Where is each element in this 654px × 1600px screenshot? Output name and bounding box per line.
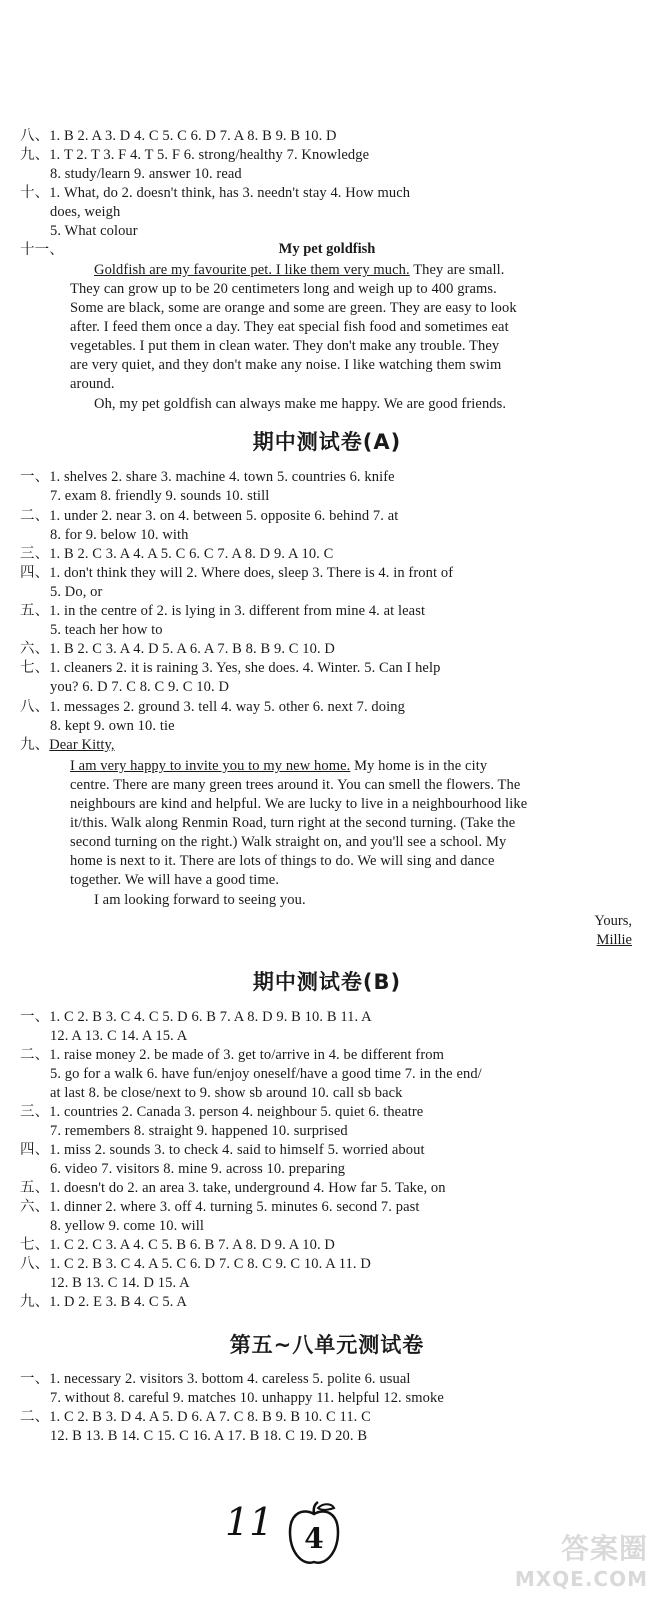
letter-line: neighbours are kind and helpful. We are lucky to live in a neighbourhood like bbox=[70, 796, 528, 812]
answer-line: 四、1. don't think they will 2. Where does, sleep 3. There is 4. in front of bbox=[20, 565, 454, 581]
answer-line: 二、1. raise money 2. be made of 3. get to/arrive in 4. be different from bbox=[20, 1047, 444, 1063]
watermark bbox=[515, 1534, 648, 1594]
essay-underlined-sentence: Goldfish are my favourite pet. I like them very much. bbox=[94, 262, 410, 278]
essay-line: Some are black, some are orange and some are green. They are easy to look bbox=[70, 300, 517, 316]
essay-line: around. bbox=[70, 376, 115, 392]
essay-title: My pet goldfish bbox=[278, 241, 376, 257]
essay-line: vegetables. I put them in clean water. They don't make any trouble. They bbox=[70, 338, 500, 354]
watermark-cn: 答案圈 bbox=[560, 1532, 648, 1565]
answer-line: 12. B 13. B 14. C 15. C 16. A 17. B 18. C 19. D 20. B bbox=[50, 1428, 368, 1444]
essay-line bbox=[94, 261, 636, 280]
answer-line: 12. B 13. C 14. D 15. A bbox=[50, 1275, 190, 1291]
answer-line: 8. yellow 9. come 10. will bbox=[50, 1218, 205, 1234]
answer-line: 12. A 13. C 14. A 15. A bbox=[50, 1028, 188, 1044]
letter-sign-off: Yours, bbox=[594, 913, 632, 929]
section-title: 期中测试卷(B) bbox=[252, 970, 402, 994]
answer-line: 一、1. C 2. B 3. C 4. C 5. D 6. B 7. A 8. D 9. B 10. B 11. A bbox=[20, 1009, 372, 1025]
answer-line: 一、1. shelves 2. share 3. machine 4. town 5. countries 6. knife bbox=[20, 469, 395, 485]
essay-line: Oh, my pet goldfish can always make me happy. We are good friends. bbox=[94, 396, 507, 412]
question-number: 九、 bbox=[20, 737, 50, 753]
answer-line: 六、1. dinner 2. where 3. off 4. turning 5. minutes 6. second 7. past bbox=[20, 1199, 420, 1215]
answer-line: does, weigh bbox=[50, 204, 121, 220]
letter-line: together. We will have a good time. bbox=[70, 872, 280, 888]
answer-line: 5. What colour bbox=[50, 223, 138, 239]
letter-underlined-sentence: I am very happy to invite you to my new home. bbox=[70, 758, 351, 774]
answer-line: 5. go for a walk 6. have fun/enjoy oneself/have a good time 7. in the end/ bbox=[50, 1066, 482, 1082]
letter-line: I am looking forward to seeing you. bbox=[94, 892, 306, 908]
answer-line: 八、1. messages 2. ground 3. tell 4. way 5. other 6. next 7. doing bbox=[20, 699, 405, 715]
letter-greeting-line bbox=[20, 736, 636, 755]
answer-line: 二、1. under 2. near 3. on 4. between 5. opposite 6. behind 7. at bbox=[20, 508, 399, 524]
answer-line: 八、1. B 2. A 3. D 4. C 5. C 6. D 7. A 8. B 9. B 10. D bbox=[20, 128, 337, 144]
letter-line: centre. There are many green trees around it. You can smell the flowers. The bbox=[70, 777, 521, 793]
answer-line: 五、1. doesn't do 2. an area 3. take, underground 4. How far 5. Take, on bbox=[20, 1180, 446, 1196]
answer-line: 十一、 bbox=[20, 242, 64, 258]
answer-line: you? 6. D 7. C 8. C 9. C 10. D bbox=[50, 679, 230, 695]
answer-line: 7. remembers 8. straight 9. happened 10. surprised bbox=[50, 1123, 348, 1139]
apple-icon bbox=[282, 1500, 346, 1570]
answer-line: 四、1. miss 2. sounds 3. to check 4. said to himself 5. worried about bbox=[20, 1142, 425, 1158]
answer-line: 8. kept 9. own 10. tie bbox=[50, 718, 175, 734]
letter-text: My home is in the city bbox=[354, 758, 488, 774]
answer-line: 七、1. C 2. C 3. A 4. C 5. B 6. B 7. A 8. D 9. A 10. D bbox=[20, 1237, 335, 1253]
letter-line: second turning on the right.) Walk straight on, and you'll see a school. My bbox=[70, 834, 507, 850]
letter-line: it/this. Walk along Renmin Road, turn right at the second turning. (Take the bbox=[70, 815, 516, 831]
letter-line: home is next to it. There are lots of things to do. We will sing and dance bbox=[70, 853, 495, 869]
essay-line: after. I feed them once a day. They eat special fish food and sometimes eat bbox=[70, 319, 509, 335]
answer-line: 九、1. T 2. T 3. F 4. T 5. F 6. strong/healthy 7. Knowledge bbox=[20, 147, 370, 163]
section-title: 第五~八单元测试卷 bbox=[229, 1333, 425, 1357]
essay-line: are very quiet, and they don't make any noise. I like watching them swim bbox=[70, 357, 502, 373]
letter-greeting: Dear Kitty, bbox=[49, 737, 115, 753]
answer-line: 二、1. C 2. B 3. D 4. A 5. D 6. A 7. C 8. B 9. B 10. C 11. C bbox=[20, 1409, 371, 1425]
answer-line: 5. teach her how to bbox=[50, 622, 163, 638]
answer-line: 5. Do, or bbox=[50, 584, 103, 600]
answer-line: 6. video 7. visitors 8. mine 9. across 10. preparing bbox=[50, 1161, 346, 1177]
letter-line bbox=[70, 757, 636, 776]
answer-line: 一、1. necessary 2. visitors 3. bottom 4. careless 5. polite 6. usual bbox=[20, 1371, 411, 1387]
essay-line: They can grow up to be 20 centimeters long and weigh up to 400 grams. bbox=[70, 281, 497, 297]
section-title: 期中测试卷(A) bbox=[252, 430, 402, 454]
answer-line: 七、1. cleaners 2. it is raining 3. Yes, she does. 4. Winter. 5. Can I help bbox=[20, 660, 441, 676]
answer-line: 八、1. C 2. B 3. C 4. A 5. C 6. D 7. C 8. C 9. C 10. A 11. D bbox=[20, 1256, 371, 1272]
answer-line: 8. study/learn 9. answer 10. read bbox=[50, 166, 242, 182]
answer-line: 九、1. D 2. E 3. B 4. C 5. A bbox=[20, 1294, 187, 1310]
page-number: 4 bbox=[304, 1522, 324, 1555]
answer-line: 五、1. in the centre of 2. is lying in 3. different from mine 4. at least bbox=[20, 603, 426, 619]
essay-text: They are small. bbox=[413, 262, 505, 278]
answer-line: 7. without 8. careful 9. matches 10. unhappy 11. helpful 12. smoke bbox=[50, 1390, 444, 1406]
answer-line: 三、1. B 2. C 3. A 4. A 5. C 6. C 7. A 8. D 9. A 10. C bbox=[20, 546, 334, 562]
answer-line: 十、1. What, do 2. doesn't think, has 3. needn't stay 4. How much bbox=[20, 185, 411, 201]
handwritten-mark: 11 bbox=[225, 1500, 274, 1544]
watermark-en: MXQE.COM bbox=[514, 1567, 648, 1591]
answer-line: at last 8. be close/next to 9. show sb around 10. call sb back bbox=[50, 1085, 403, 1101]
answer-line: 六、1. B 2. C 3. A 4. D 5. A 6. A 7. B 8. B 9. C 10. D bbox=[20, 641, 335, 657]
letter-signature: Millie bbox=[596, 932, 632, 948]
answer-line: 三、1. countries 2. Canada 3. person 4. neighbour 5. quiet 6. theatre bbox=[20, 1104, 424, 1120]
answer-line: 7. exam 8. friendly 9. sounds 10. still bbox=[50, 488, 270, 504]
answer-line: 8. for 9. below 10. with bbox=[50, 527, 189, 543]
